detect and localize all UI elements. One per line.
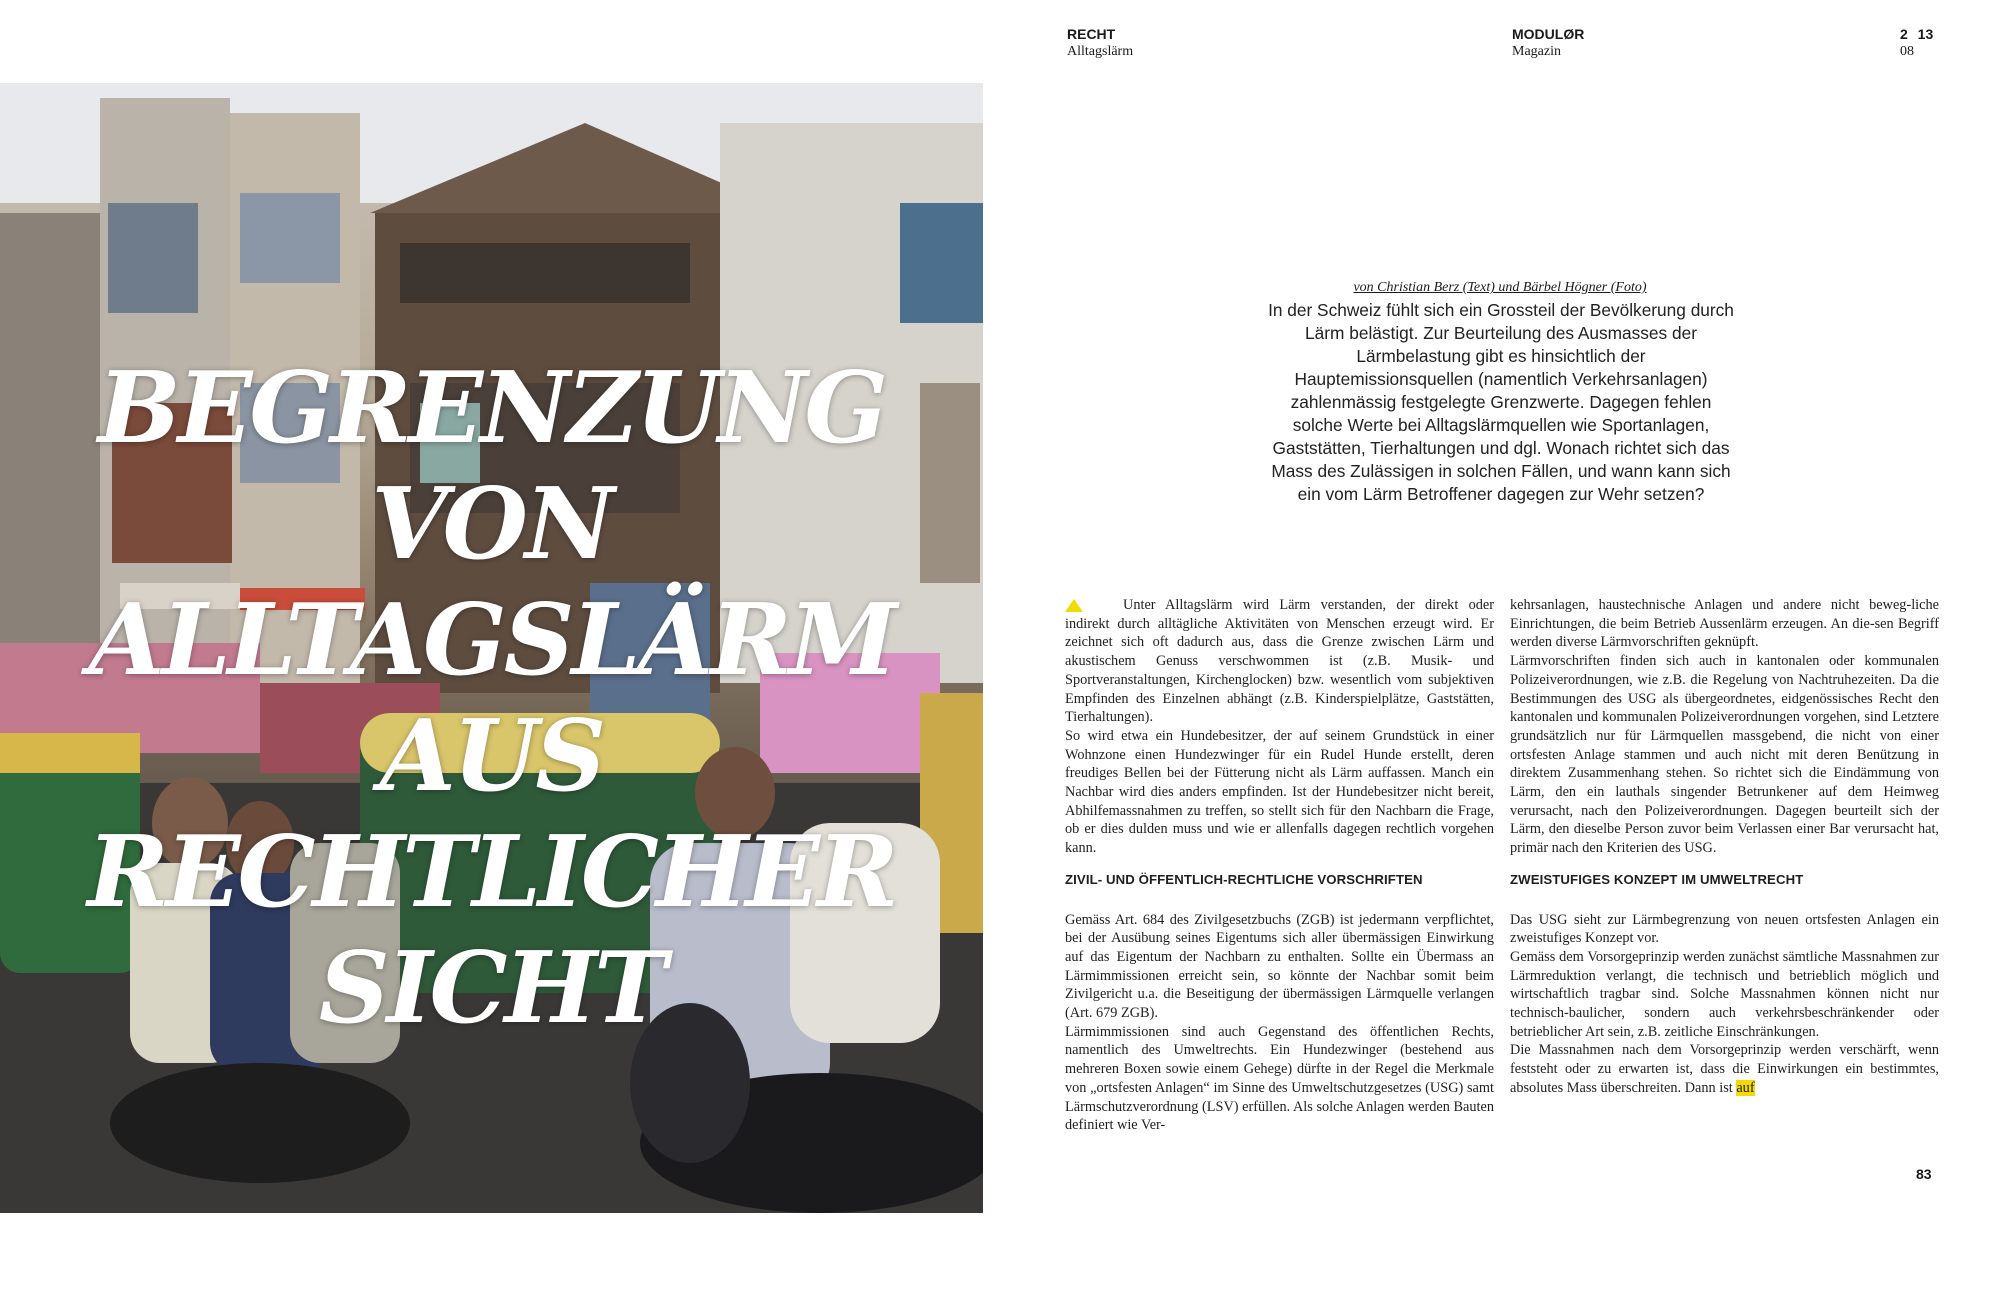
- headline-line: RECHTLICHER: [87, 815, 896, 930]
- section-sub: Alltagslärm: [1067, 44, 1134, 59]
- street-scene-photo: [0, 83, 983, 1213]
- highlighted-word: auf: [1736, 1079, 1755, 1096]
- body-paragraph: Das USG sieht zur Lärmbegrenzung von neuen ortsfesten Anlagen ein zweistufiges Konzept vor.: [1510, 911, 1939, 947]
- body-paragraph: Gemäss Art. 684 des Zivilgesetzbuchs (ZGB) ist jedermann verpflichtet, bei der Ausübung seines Eigentums sich aller übermässigen Einwirkung auf das Eigentum der Nachbarn zu enthalten. Sollte ein Übermass an Lärmimmissionen erreicht sein, so könnte der Nachbar somit beim Zivilgericht u.a. die Beseitigung der übermässigen Lärmquelle verlangen (Art. 679 ZGB).: [1065, 911, 1494, 1022]
- running-head-magazine: [1512, 26, 1584, 60]
- issue-label: 2 13: [1900, 26, 1934, 42]
- running-head-section: [1067, 26, 1133, 60]
- body-paragraph: kehrsanlagen, haustechnische Anlagen und andere nicht beweg-liche Einrichtungen, die beim Betrieb Aussenlärm erzeugen. An die-sen Begriff werden diverse Lärmvorschriften geknüpft.: [1510, 597, 1939, 651]
- body-paragraph: Lärmimmissionen sind auch Gegenstand des öffentlichen Rechts, namentlich des Umweltrechts. Ein Hundezwinger (bestehend aus mehreren Boxen sowie einem Gehege) dürfte in der Regel die Merkmale von „ortsfesten Anlagen“ im Sinne des Umweltschutzgesetzes (USG) samt Lärmschutzverordnung (LSV) erfüllen. Als solche Anlagen werden Bauten definiert wie Ver-: [1065, 1023, 1494, 1134]
- headline-line: VON: [371, 467, 612, 582]
- body-text: Die Massnahmen nach dem Vorsorgeprinzip werden verschärft, wenn feststeht oder zu erwarten ist, dass die Einwirkungen ein bestimmtes, absolutes Mass überschreiten. Dann ist: [1510, 1042, 1939, 1096]
- body-column-1: [1065, 596, 1494, 1135]
- body-paragraph: Gemäss dem Vorsorgeprinzip werden zunächst sämtliche Massnahmen zur Lärmreduktion verlangt, die technisch und betrieblich möglich und wirtschaftlich tragbar sind. Solche Massnahmen können nicht nur technisch-baulicher, sondern auch verkehrsbeschränkender oder betrieblicher Art sein, z.B. zeitliche Einschränkungen.: [1510, 948, 1939, 1040]
- byline: von Christian Berz (Text) und Bärbel Högner (Foto): [1353, 280, 1647, 295]
- section-heading: ZWEISTUFIGES KONZEPT IM UMWELTRECHT: [1510, 871, 1804, 887]
- body-paragraph: [1065, 596, 1494, 727]
- magazine-sub: Magazin: [1512, 44, 1561, 59]
- body-paragraph: [1510, 1041, 1939, 1097]
- body-column-2: [1510, 596, 1939, 1098]
- section-heading: ZIVIL- UND ÖFFENTLICH-RECHTLICHE VORSCHRIFTEN: [1065, 871, 1423, 887]
- section-label: RECHT: [1067, 26, 1116, 42]
- body-text: Unter Alltagslärm wird Lärm verstanden, der direkt oder indirekt durch alltägliche Aktivitäten von Menschen erzeugt wird. Er zeichnet sich oft dadurch aus, dass die Grenze zwischen Lärm und akustischem Genuss verschwommen ist (z.B. Musik- und Sportveranstaltungen, Kirchenglocken) bzw. wesentlich vom subjektiven Empfinden des Einzelnen abhängt (z.B. Kinderspielplätze, Gaststätten, Tierhaltungen).: [1065, 597, 1494, 726]
- headline-line: ALLTAGSLÄRM: [88, 583, 895, 698]
- body-paragraph: Lärmvorschriften finden sich auch in kantonalen oder kommunalen Polizeiverordnungen, wie z.B. die Regelung von Nachtruhezeiten. Da die Bestimmungen des USG als übergeordnetes, eidgenössisches Recht den kantonalen und kommunalen Polizeiverordnungen vorgehen, sind Letztere grundsätzlich nur für Lärmquellen massgebend, die nicht von einer ortsfesten Anlage stammen und auch nicht mit deren Benützung in direktem Zusammenhang stehen. So richtet sich die Eindämmung von Lärm, den ein lauthals singender Betrunkener auf dem Heimweg verursacht, nach den Polizeiverordnungen. Dagegen beurteilt sich der Lärm, den dieselbe Person zuvor beim Verlassen einer Bar verursacht hat, primär nach den Kriterien des USG.: [1510, 653, 1939, 857]
- headline: [0, 351, 983, 1047]
- page-number: 83: [1916, 1166, 1932, 1182]
- magazine-label: MODULØR: [1512, 26, 1585, 42]
- issue-sub: 08: [1900, 44, 1914, 59]
- triangle-marker-icon: [1065, 599, 1083, 612]
- headline-line: AUS: [379, 699, 604, 814]
- headline-line: SICHT: [318, 931, 665, 1046]
- lead-paragraph: In der Schweiz fühlt sich ein Grossteil der Bevölkerung durch Lärm belästigt. Zur Beurteilung des Ausmasses der Lärmbelastung gibt es hinsichtlich der Hauptemissionsquellen (namentlich Verkehrsanlagen) zahlenmässig festgelegte Grenzwerte. Dagegen fehlen solche Werte bei Alltagslärmquellen wie Sportanlagen, Gaststätten, Tierhaltungen und dgl. Wonach richtet sich das Mass des Zulässigen in solchen Fällen, und wann kann sich ein vom Lärm Betroffener dagegen zur Wehr setzen?: [1268, 300, 1734, 504]
- headline-line: BEGRENZUNG: [97, 351, 886, 466]
- running-head-issue: [1900, 26, 1933, 60]
- body-paragraph: So wird etwa ein Hundebesitzer, der auf seinem Grundstück in einer Wohnzone einen Hundezwinger für ein Rudel Hunde erstellt, deren freudiges Bellen bei der Fütterung nicht als Lärm auffassen. Manch ein Nachbar wird dies anders empfinden. Ist der Hundebesitzer nicht bereit, Abhilfemassnahmen zu treffen, so stellt sich für den Nachbarn die Frage, ob er dies dulden muss und wie er allenfalls dagegen rechtlich vorgehen kann.: [1065, 727, 1494, 857]
